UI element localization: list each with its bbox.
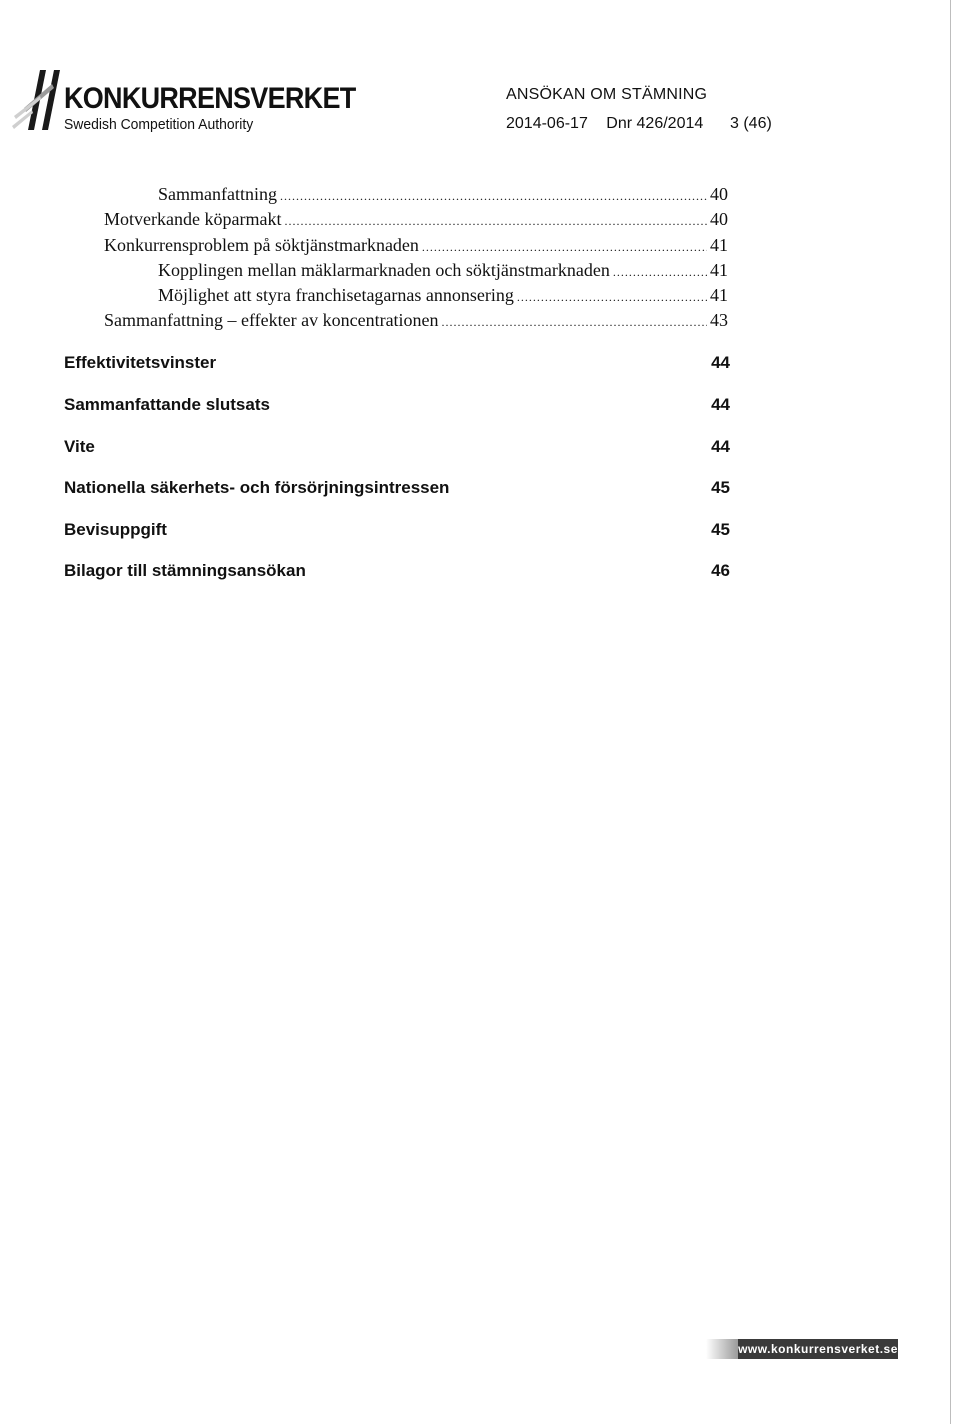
document-type: ANSÖKAN OM STÄMNING [506,86,708,103]
toc-leader-dots [280,185,707,207]
toc-main-label: Vite [64,437,95,456]
toc-main-entry[interactable] [64,477,730,499]
toc-sub-entry[interactable] [104,234,728,258]
toc-main-entry[interactable] [64,394,730,416]
toc-leader-dots [517,286,707,308]
toc-sub-label: Kopplingen mellan mäklarmarknaden och söktjänstmarknaden [158,260,610,280]
toc-leader-dots [442,311,707,333]
toc-main-page: 44 [711,395,730,414]
toc-main-label: Nationella säkerhets- och försörjningsintressen [64,478,450,497]
toc-sub-entry[interactable] [104,309,728,333]
footer-url-link[interactable]: www.konkurrensverket.se [738,1339,898,1359]
footer-fade [706,1339,738,1359]
toc-main-page: 44 [711,353,730,372]
toc-sub-label: Motverkande köparmakt [104,209,282,229]
toc-main-entry[interactable] [64,519,730,541]
toc-main-label: Sammanfattande slutsats [64,395,270,414]
toc-sub-entry[interactable] [158,284,728,308]
document-dnr: Dnr 426/2014 [606,115,704,132]
toc-main-entry[interactable] [64,560,730,582]
toc-main-label: Effektivitetsvinster [64,353,217,372]
brand-subtitle: Swedish Competition Authority [64,116,254,133]
toc-leader-dots [613,261,707,283]
page-edge-line [950,0,951,1424]
toc-sub-entry[interactable] [104,208,728,232]
toc-main-label: Bevisuppgift [64,520,167,539]
toc-leader-dots [284,210,707,232]
toc-sub-entry[interactable] [158,259,728,283]
toc-sub-page: 40 [710,184,728,204]
brand-name: KONKURRENSVERKET [64,82,356,115]
toc-main-label: Bilagor till stämningsansökan [64,561,306,580]
toc-sub-page: 40 [710,209,728,229]
toc-main-entry[interactable] [64,436,730,458]
toc-sub-label: Möjlighet att styra franchisetagarnas annonsering [158,285,514,305]
toc-main-page: 46 [711,561,730,580]
konkurrensverket-logo-icon [10,64,70,136]
toc-sub-page: 43 [710,310,728,330]
toc-sub-label: Konkurrensproblem på söktjänstmarknaden [104,235,419,255]
brand-block [64,84,388,133]
toc-sub-page: 41 [710,235,728,255]
toc-sub-page: 41 [710,285,728,305]
toc-sub-entry[interactable] [158,183,728,207]
toc-main-page: 45 [711,520,730,539]
toc-leader-dots [422,236,707,258]
toc-sub-label: Sammanfattning – effekter av koncentrationen [104,310,439,330]
toc-sub-page: 41 [710,260,728,280]
toc-main-page: 44 [711,437,730,456]
toc-main-entry[interactable] [64,352,730,374]
document-date: 2014-06-17 [506,115,588,132]
toc-main-page: 45 [711,478,730,497]
toc-sub-label: Sammanfattning [158,184,277,204]
page-number: 3 (46) [730,115,772,132]
document-meta [506,115,703,133]
